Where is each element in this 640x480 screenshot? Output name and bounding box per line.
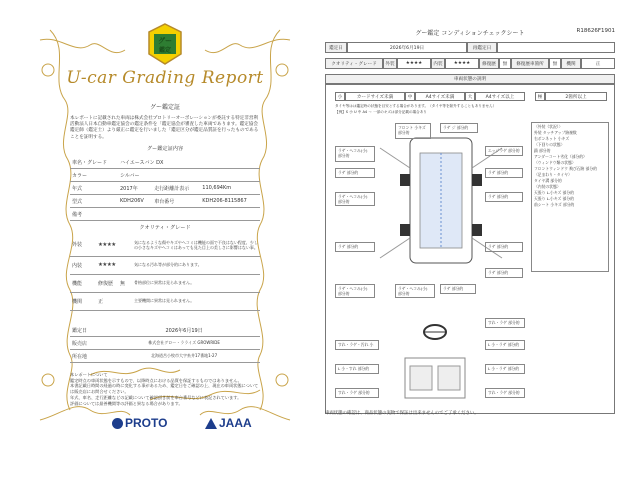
damage-callout: ラゲ 部分的	[335, 242, 375, 252]
sheet-footer: 車両状態の確認は、商品状態の実物で保証は出来ませんのでご了承ください。	[325, 411, 479, 416]
color-label: カラー	[70, 169, 118, 182]
legend-s: 小	[335, 92, 345, 101]
notes-label: 備考	[70, 208, 118, 221]
date-value: 2026年6月19日	[347, 42, 467, 53]
damage-callout: ラゲ・ヘコみ(小) 部分的	[335, 146, 375, 162]
note-item: 鑑定時点の車両状態を示すもので、以降時点における品質を保証するものではありません。	[70, 377, 242, 383]
jaaa-logo: JAAA	[205, 416, 252, 430]
engine-label: 機関	[561, 58, 581, 69]
mechanical-v2: 無	[118, 274, 132, 292]
year-label: 年式	[70, 182, 118, 195]
quality-title: クオリティ・グレード	[139, 225, 191, 231]
recert-label: 再鑑定日	[467, 42, 497, 53]
legend-note-1: タイヤ等はは鑑定時の状態を目安とする場合があります。（タイヤ等を除外することもありません）	[335, 104, 497, 108]
color-value: シルバー	[118, 169, 260, 182]
mileage-label: 走行距離計表示	[152, 182, 200, 195]
damage-callout: フロント 小キズ 部分的	[395, 123, 431, 139]
type-label: 型式	[70, 195, 118, 208]
interior-callout: L 小・ラゲ 部分的	[485, 340, 525, 350]
mechanical-label: 機能	[70, 274, 96, 292]
interior-stars: ★★★★	[96, 256, 132, 274]
vin-label: 車台番号	[152, 195, 200, 208]
report-number: R18626F1901	[576, 28, 615, 34]
condition-comments: 〈外装（状況）〉 外装 タッチアップ跡複数 右ボンネット 小キズ 〈下回りの状態〉 錆 部分的 アンダーコート劣化（部分的） 〈ウィンドウ類の状態〉 フロントウィンドウ 飛び石跡 部分的 〈足まわり・タイヤ〉 タイヤ溝 部分的 〈内装の状態〉 天張り L-小キズ 部分的 天張り L-小キズ 部分的 前シート 小キズ 部分的	[531, 122, 609, 272]
date-label: 鑑定日	[70, 324, 108, 337]
seal-top-text: グー	[158, 37, 172, 45]
legend-xl: 極	[535, 92, 545, 101]
mechanical-text: 骨格部位に異常は見られません。	[132, 274, 260, 292]
grade-label: クオリティ・グレード	[325, 58, 383, 69]
recert-value	[497, 42, 615, 53]
interior-callout: すれ・ラゲ 部分的	[335, 388, 379, 398]
interior-label: 内装	[70, 256, 96, 274]
note-item: 年式、車名、走行距離などの記載について確認頂き前を車台番号などに表記されています。	[70, 394, 242, 400]
note-item: 本書記載日時間の経過の時に変化する事があるため、鑑定日をご確認の上、現在の車両状態については販売店にお問合せください。	[70, 383, 259, 395]
mileage-value: 110,694Km	[200, 182, 260, 195]
legend-xl-text: 2箇所以上	[545, 92, 607, 101]
hist-value: 無	[549, 58, 561, 69]
damage-callout: ラゲ ジ 部分的	[440, 123, 478, 133]
damage-callout: エッジラゲ 部分的	[485, 146, 523, 156]
dealer-table	[70, 324, 260, 363]
seller-label: 販売店	[70, 337, 108, 350]
proto-logo: PROTO	[112, 416, 167, 430]
jaaa-logo-icon	[205, 418, 217, 429]
int-stars: ★★★★	[445, 58, 479, 69]
proto-logo-icon	[112, 418, 123, 429]
exterior-label: 外装	[70, 234, 96, 256]
interior-callout: L 小・すれ 部分的	[335, 364, 379, 374]
date-value: 2026年6月19日	[108, 324, 260, 337]
legend-l: 大	[465, 92, 475, 101]
grading-certificate	[30, 20, 300, 450]
seal-bottom-text: 鑑定	[158, 47, 172, 54]
interior-callout: L 小・ラゲ 部分的	[485, 364, 525, 374]
damage-callout: ラゲ 部分的	[440, 284, 476, 294]
repair-label: 修復歴	[479, 58, 499, 69]
legend-m: 中	[405, 92, 415, 101]
note-item: 評価については最善機関等の評価と異なる場合があります。	[70, 400, 183, 406]
date-label: 鑑定日	[325, 42, 347, 53]
model-value: ハイエースバン DX	[118, 156, 260, 169]
vehicle-info-table	[70, 156, 260, 221]
damage-callout: ラゲ 部分的	[485, 268, 523, 278]
exterior-text: 気になるような傷やキズやヘコミは機能の面で不良はない程度、少しの小さなキズやヘコミはあっても見た目上の美しさに影響はない事。	[132, 234, 260, 256]
notes-title: 本レポートについて	[70, 372, 108, 377]
engine-value: 正	[581, 58, 615, 69]
quality-table	[70, 234, 260, 311]
equipment-label: 機関	[70, 292, 96, 310]
interior-callout: すれ・ラゲ 部分的	[485, 318, 525, 328]
damage-callout: ラゲ 部分的	[485, 192, 523, 202]
damage-callout: ラゲ・ヘコみ(小) 部分的	[335, 284, 375, 298]
interior-callout: すれ・ラゲ・汚れ 小	[335, 340, 379, 350]
certificate-subtitle: グー鑑定証	[149, 104, 180, 111]
damage-callout: ラゲ・ヘコみ(小) 部分的	[395, 284, 435, 298]
model-label: 車名・グレード	[70, 156, 118, 169]
interior-text: 気になる汚れ等が部分的にあります。	[132, 256, 260, 274]
ext-label: 外装	[383, 58, 397, 69]
damage-callout: ラゲ 部分的	[485, 168, 523, 178]
type-value: KDH206V	[118, 195, 152, 208]
damage-callout: ラゲ 部分的	[335, 168, 375, 178]
equipment-text: 主要機関に異常は見られません。	[132, 292, 260, 310]
mechanical-v1: 修復歴	[96, 274, 118, 292]
repair-value: 無	[499, 58, 511, 69]
legend-m-text: A4サイズ未満	[415, 92, 465, 101]
condition-check-sheet	[325, 28, 615, 458]
status-title: 車両状態の説明	[325, 74, 615, 84]
ext-stars: ★★★★	[397, 58, 431, 69]
hist-label: 修復歴車箇所	[511, 58, 549, 69]
vin-value: KDH206-8115867	[200, 195, 260, 208]
damage-callout: ラゲ・ヘコみ(小) 部分的	[335, 192, 375, 206]
section-title: グー鑑定証内容	[146, 146, 184, 152]
year-value: 2017年	[118, 182, 152, 195]
certificate-intro: 本レポートに記載された車両は株式会社プロトリーオーポレーションが委託する特定非営利活動法人日本自動車鑑定協会の鑑定条件を「鑑定協会が審査した車両であります。鑑定協会鑑定師（鑑定士）より厳正に鑑定を行いました「鑑定区分が鑑定品質証を行ったものであることを証明する。	[70, 116, 259, 140]
vehicle-interior-diagram	[385, 318, 485, 408]
address-label: 所在地	[70, 350, 108, 363]
certificate-title: U-car Grading Report	[66, 68, 264, 88]
int-label: 内装	[431, 58, 445, 69]
legend-l-text: A4サイズ以上	[475, 92, 525, 101]
equipment-v1: 正	[96, 292, 132, 310]
legend-s-text: カードサイズ未満	[345, 92, 405, 101]
damage-callout: ラゲ 部分的	[485, 242, 523, 252]
sheet-title: グー鑑定 コンディションチェックシート	[415, 30, 525, 37]
address-value: 北海道苫小牧市大字糸井17番地1-27	[108, 350, 260, 363]
interior-callout: すれ・ラゲ 部分的	[485, 388, 525, 398]
exterior-stars: ★★★★	[96, 234, 132, 256]
seller-value: 株式会社グロー・ラライズ GROWRIDE	[108, 337, 260, 350]
report-notes	[70, 372, 260, 406]
seal-badge	[145, 22, 185, 66]
legend-note-2: 【例】S 小 U 中 A4 ～ 一部のキズは部分記載の場合あり	[335, 110, 427, 114]
